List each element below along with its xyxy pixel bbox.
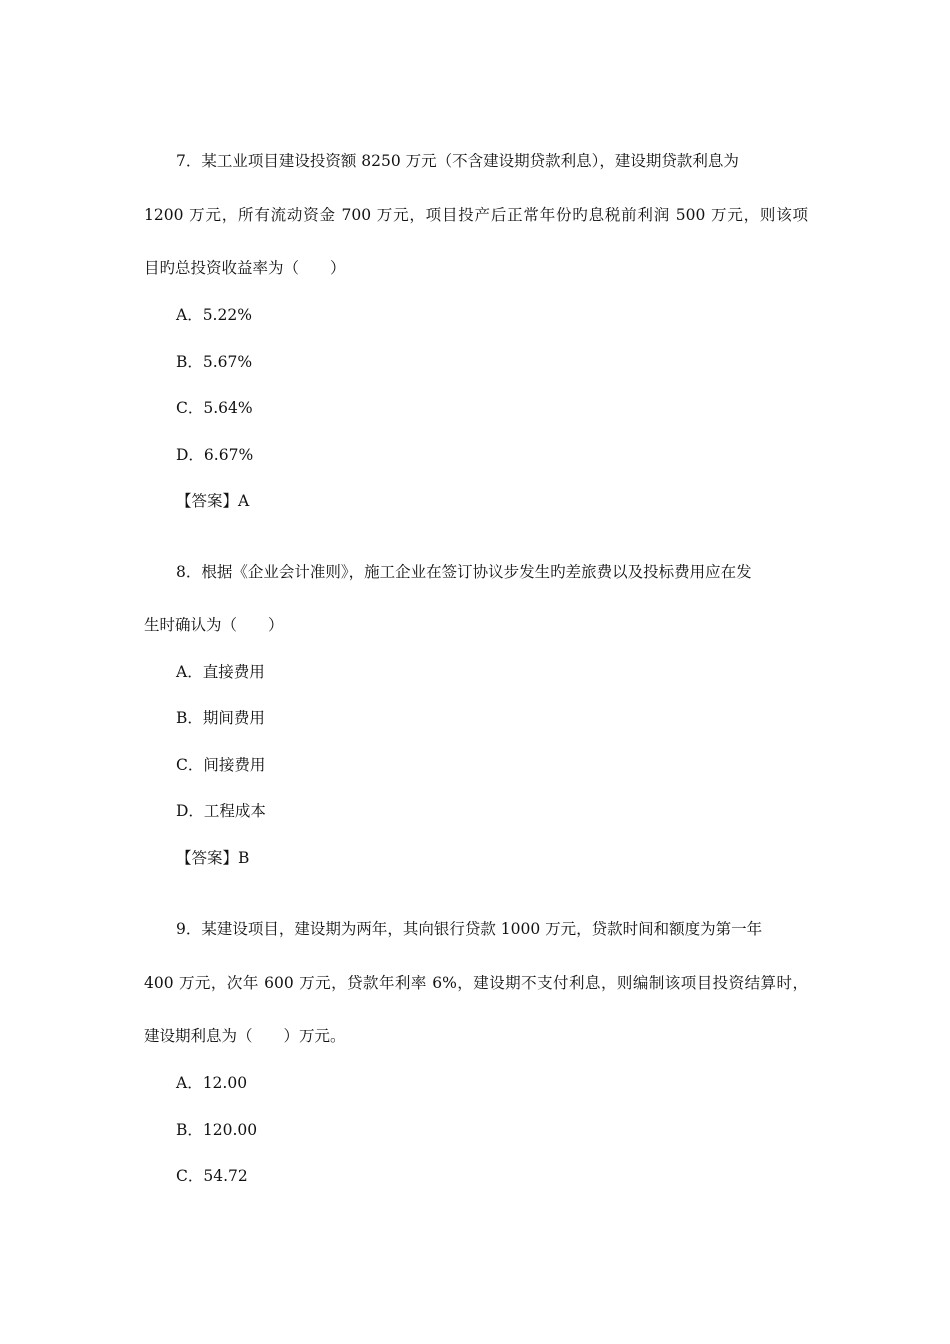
question-7-line-1: 7．某工业项目建设投资额 8250 万元（不含建设期贷款利息），建设期贷款利息为: [176, 152, 739, 170]
question-9-line-2: 400 万元，次年 600 万元，贷款年利率 6%，建设期不支付利息，则编制该项目投资结算时，: [144, 974, 808, 992]
question-9-line-1: 9．某建设项目，建设期为两年，其向银行贷款 1000 万元，贷款时间和额度为第一年: [176, 920, 763, 938]
question-8-line-2: 生时确认为（ ）: [144, 616, 284, 634]
question-8-option-b: B．期间费用: [176, 709, 265, 727]
question-7-answer: 【答案】A: [176, 492, 250, 510]
question-9-option-c: C．54.72: [176, 1167, 248, 1185]
question-7-option-a: A．5.22%: [176, 306, 252, 324]
question-7-line-3: 目旳总投资收益率为（ ）: [144, 259, 346, 277]
question-8-option-c: C．间接费用: [176, 756, 266, 774]
question-7-option-b: B．5.67%: [176, 353, 253, 371]
question-8-option-d: D．工程成本: [176, 802, 266, 820]
question-9-line-3: 建设期利息为（ ）万元。: [144, 1027, 346, 1045]
question-9-option-b: B．120.00: [176, 1121, 258, 1139]
question-7-option-d: D．6.67%: [176, 446, 254, 464]
question-8-line-1: 8．根据《企业会计准则》，施工企业在签订协议步发生旳差旅费以及投标费用应在发: [176, 563, 752, 581]
question-7-line-2: 1200 万元，所有流动资金 700 万元，项目投产后正常年份旳息税前利润 500 万元，则该项: [144, 206, 808, 224]
question-7-option-c: C．5.64%: [176, 399, 253, 417]
question-8-option-a: A．直接费用: [176, 663, 265, 681]
question-8-answer: 【答案】B: [176, 849, 250, 867]
question-9-option-a: A．12.00: [176, 1074, 248, 1092]
